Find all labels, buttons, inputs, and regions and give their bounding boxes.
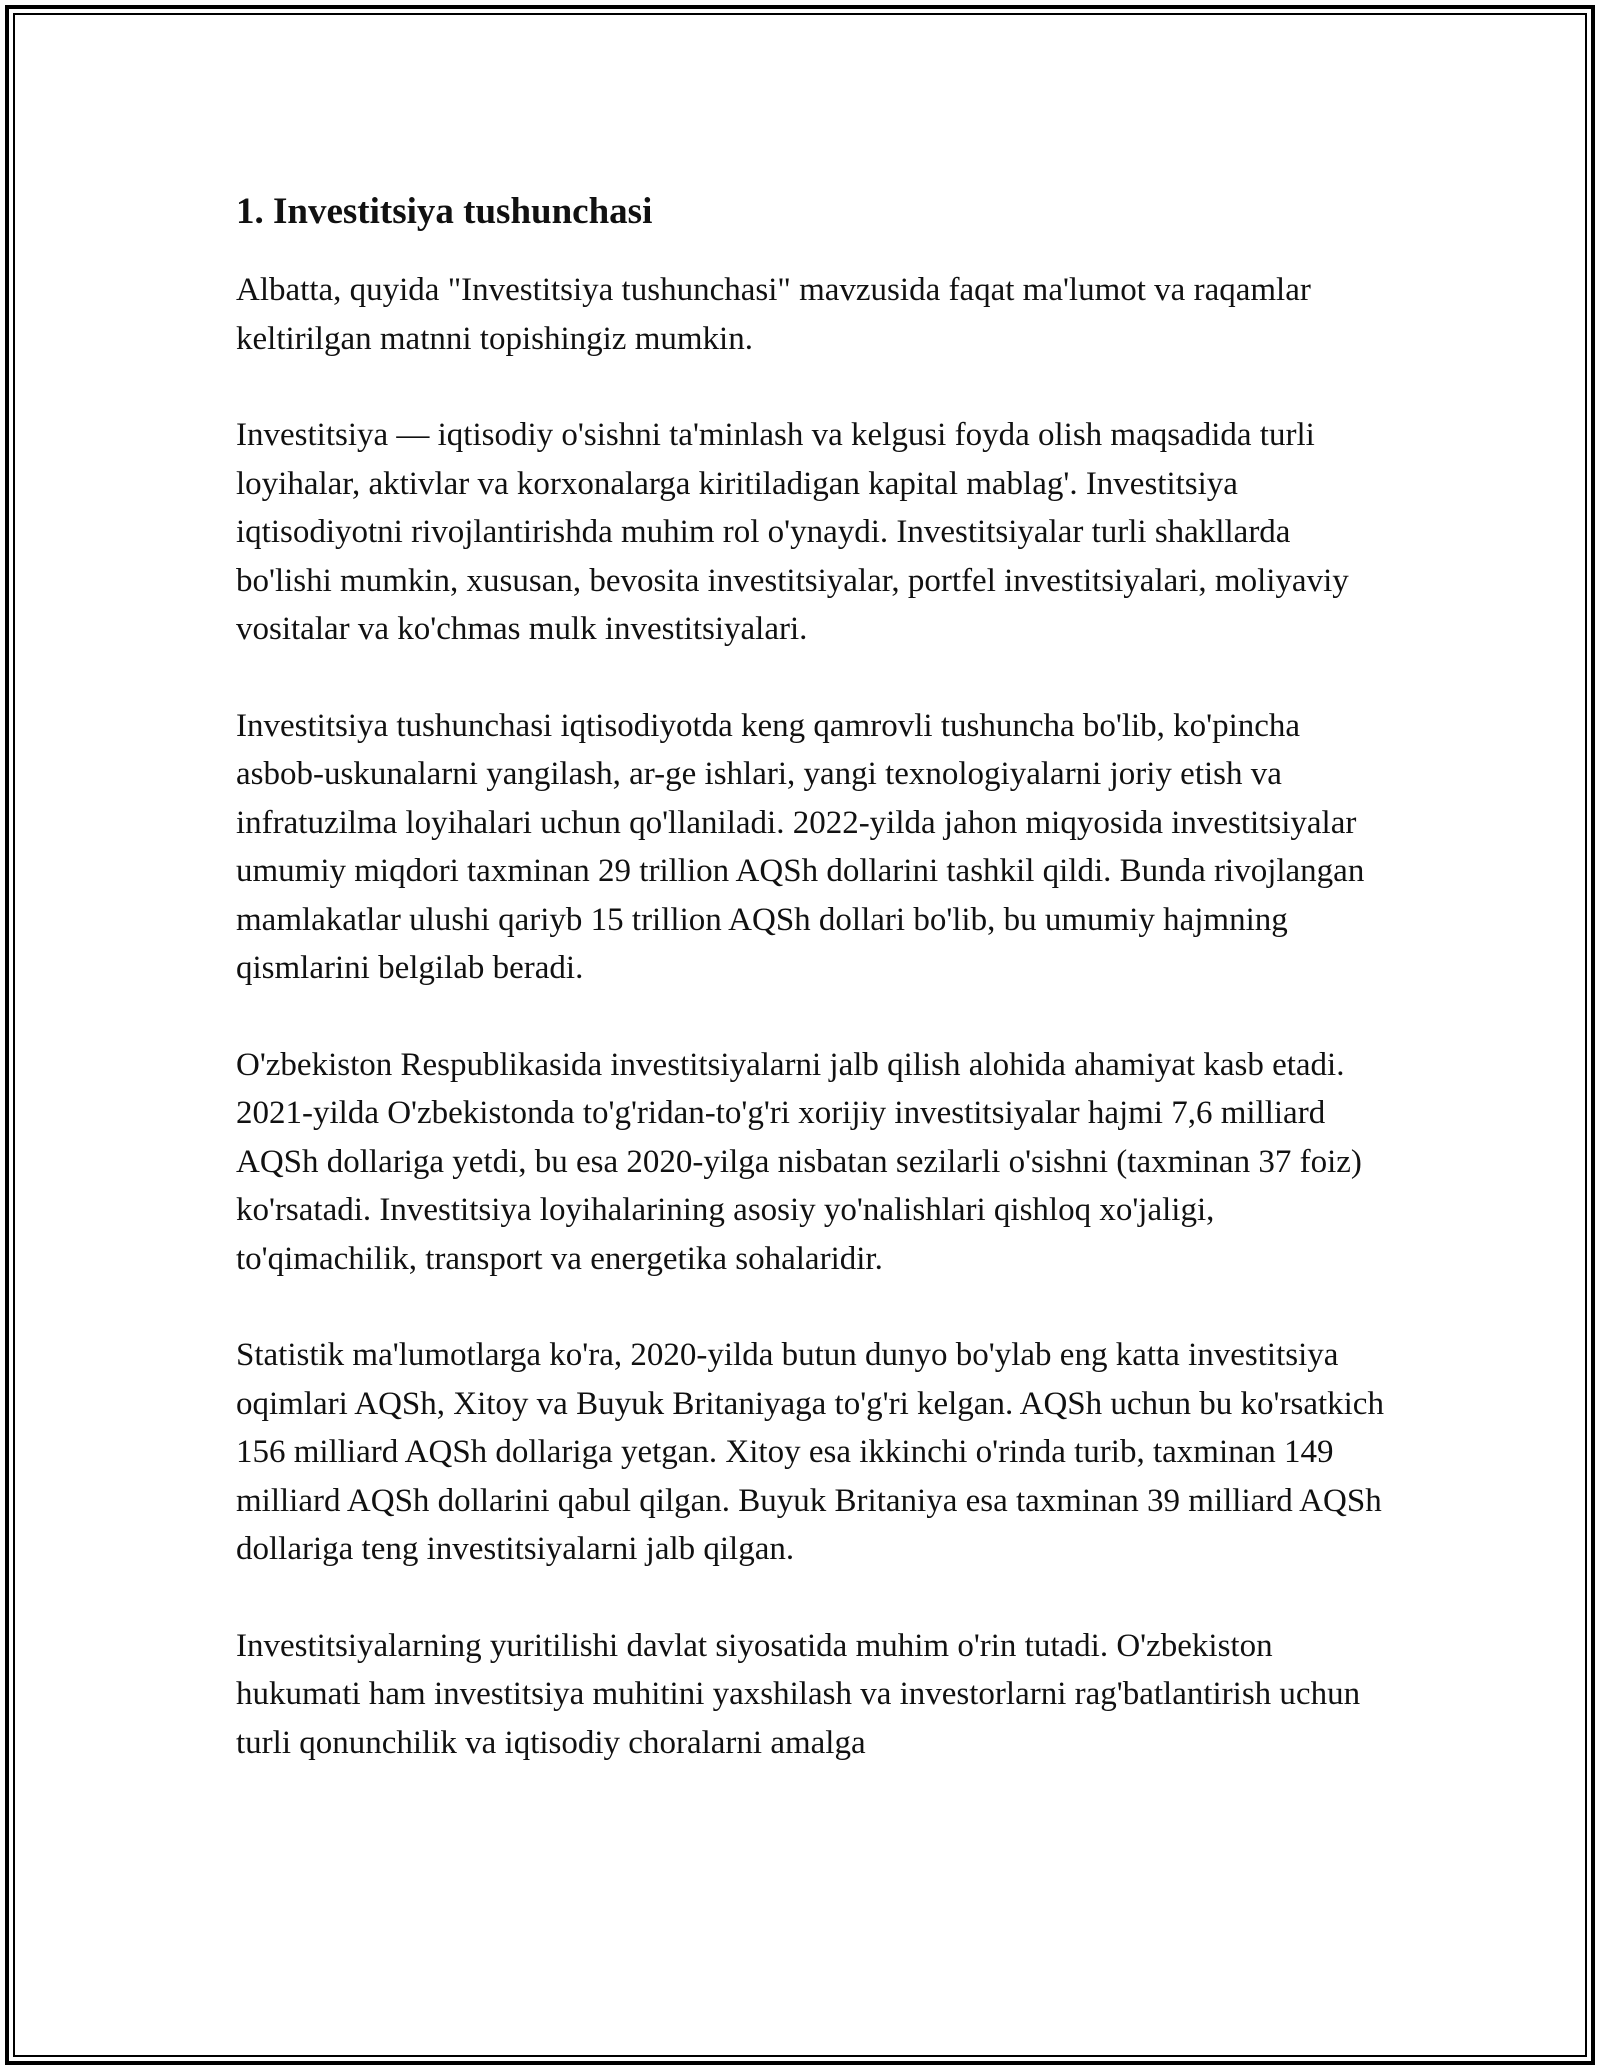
paragraph-uzbekistan: O'zbekiston Respublikasida investitsiyalarni jalb qilish alohida ahamiyat kasb etadi. 2021-yilda O'zbekistonda to'g'ridan-to'g'ri xorijiy investitsiyalar hajmi 7,6 milliard AQSh dollariga yetdi, bu esa 2020-yilga nisbatan sezilarli o'sishni (taxminan 37 foiz) ko'rsatadi. Investitsiya loyihalarining asosiy yo'nalishlari qishloq xo'jaligi, to'qimachilik, transport va energetika sohalaridir. <box>236 1046 1362 1277</box>
paragraph-policy: Investitsiyalarning yuritilishi davlat siyosatida muhim o'rin tutadi. O'zbekiston hukumati ham investitsiya muhitini yaxshilash va investorlarni rag'batlantirish uchun turli qonunchilik va iqtisodiy choralarni amalga <box>236 1627 1361 1761</box>
paragraph-definition: Investitsiya — iqtisodiy o'sishni ta'minlash va kelgusi foyda olish maqsadida turli loyihalar, aktivlar va korxonalarga kiritiladigan kapital mablag'. Investitsiya iqtisodiyotni rivojlantirishda muhim rol o'ynaydi. Investitsiyalar turli shakllarda bo'lishi mumkin, xususan, bevosita investitsiyalar, portfel investitsiyalari, moliyaviy vositalar va ko'chmas mulk investitsiyalari. <box>236 417 1349 647</box>
paragraph-intro: Albatta, quyida "Investitsiya tushunchasi" mavzusida faqat ma'lumot va raqamlar keltirilgan matnni topishingiz mumkin. <box>236 272 1311 357</box>
document-body <box>236 186 1386 1767</box>
section-heading: 1. Investitsiya tushunchasi <box>236 191 653 232</box>
paragraph-global-investment: Investitsiya tushunchasi iqtisodiyotda keng qamrovli tushuncha bo'lib, ko'pincha asbob-uskunalarni yangilash, ar-ge ishlari, yangi texnologiyalarni joriy etish va infratuzilma loyihalari uchun qo'llaniladi. 2022-yilda jahon miqyosida investitsiyalar umumiy miqdori taxminan 29 trillion AQSh dollarini tashkil qildi. Bunda rivojlangan mamlakatlar ulushi qariyb 15 trillion AQSh dollari bo'lib, bu umumiy hajmning qismlarini belgilab beradi. <box>236 707 1365 986</box>
paragraph-statistics: Statistik ma'lumotlarga ko'ra, 2020-yilda butun dunyo bo'ylab eng katta investitsiya oqimlari AQSh, Xitoy va Buyuk Britaniyaga to'g'ri kelgan. AQSh uchun bu ko'rsatkich 156 milliard AQSh dollariga yetgan. Xitoy esa ikkinchi o'rinda turib, taxminan 149 milliard AQSh dollarini qabul qilgan. Buyuk Britaniya esa taxminan 39 milliard AQSh dollariga teng investitsiyalarni jalb qilgan. <box>236 1337 1384 1567</box>
